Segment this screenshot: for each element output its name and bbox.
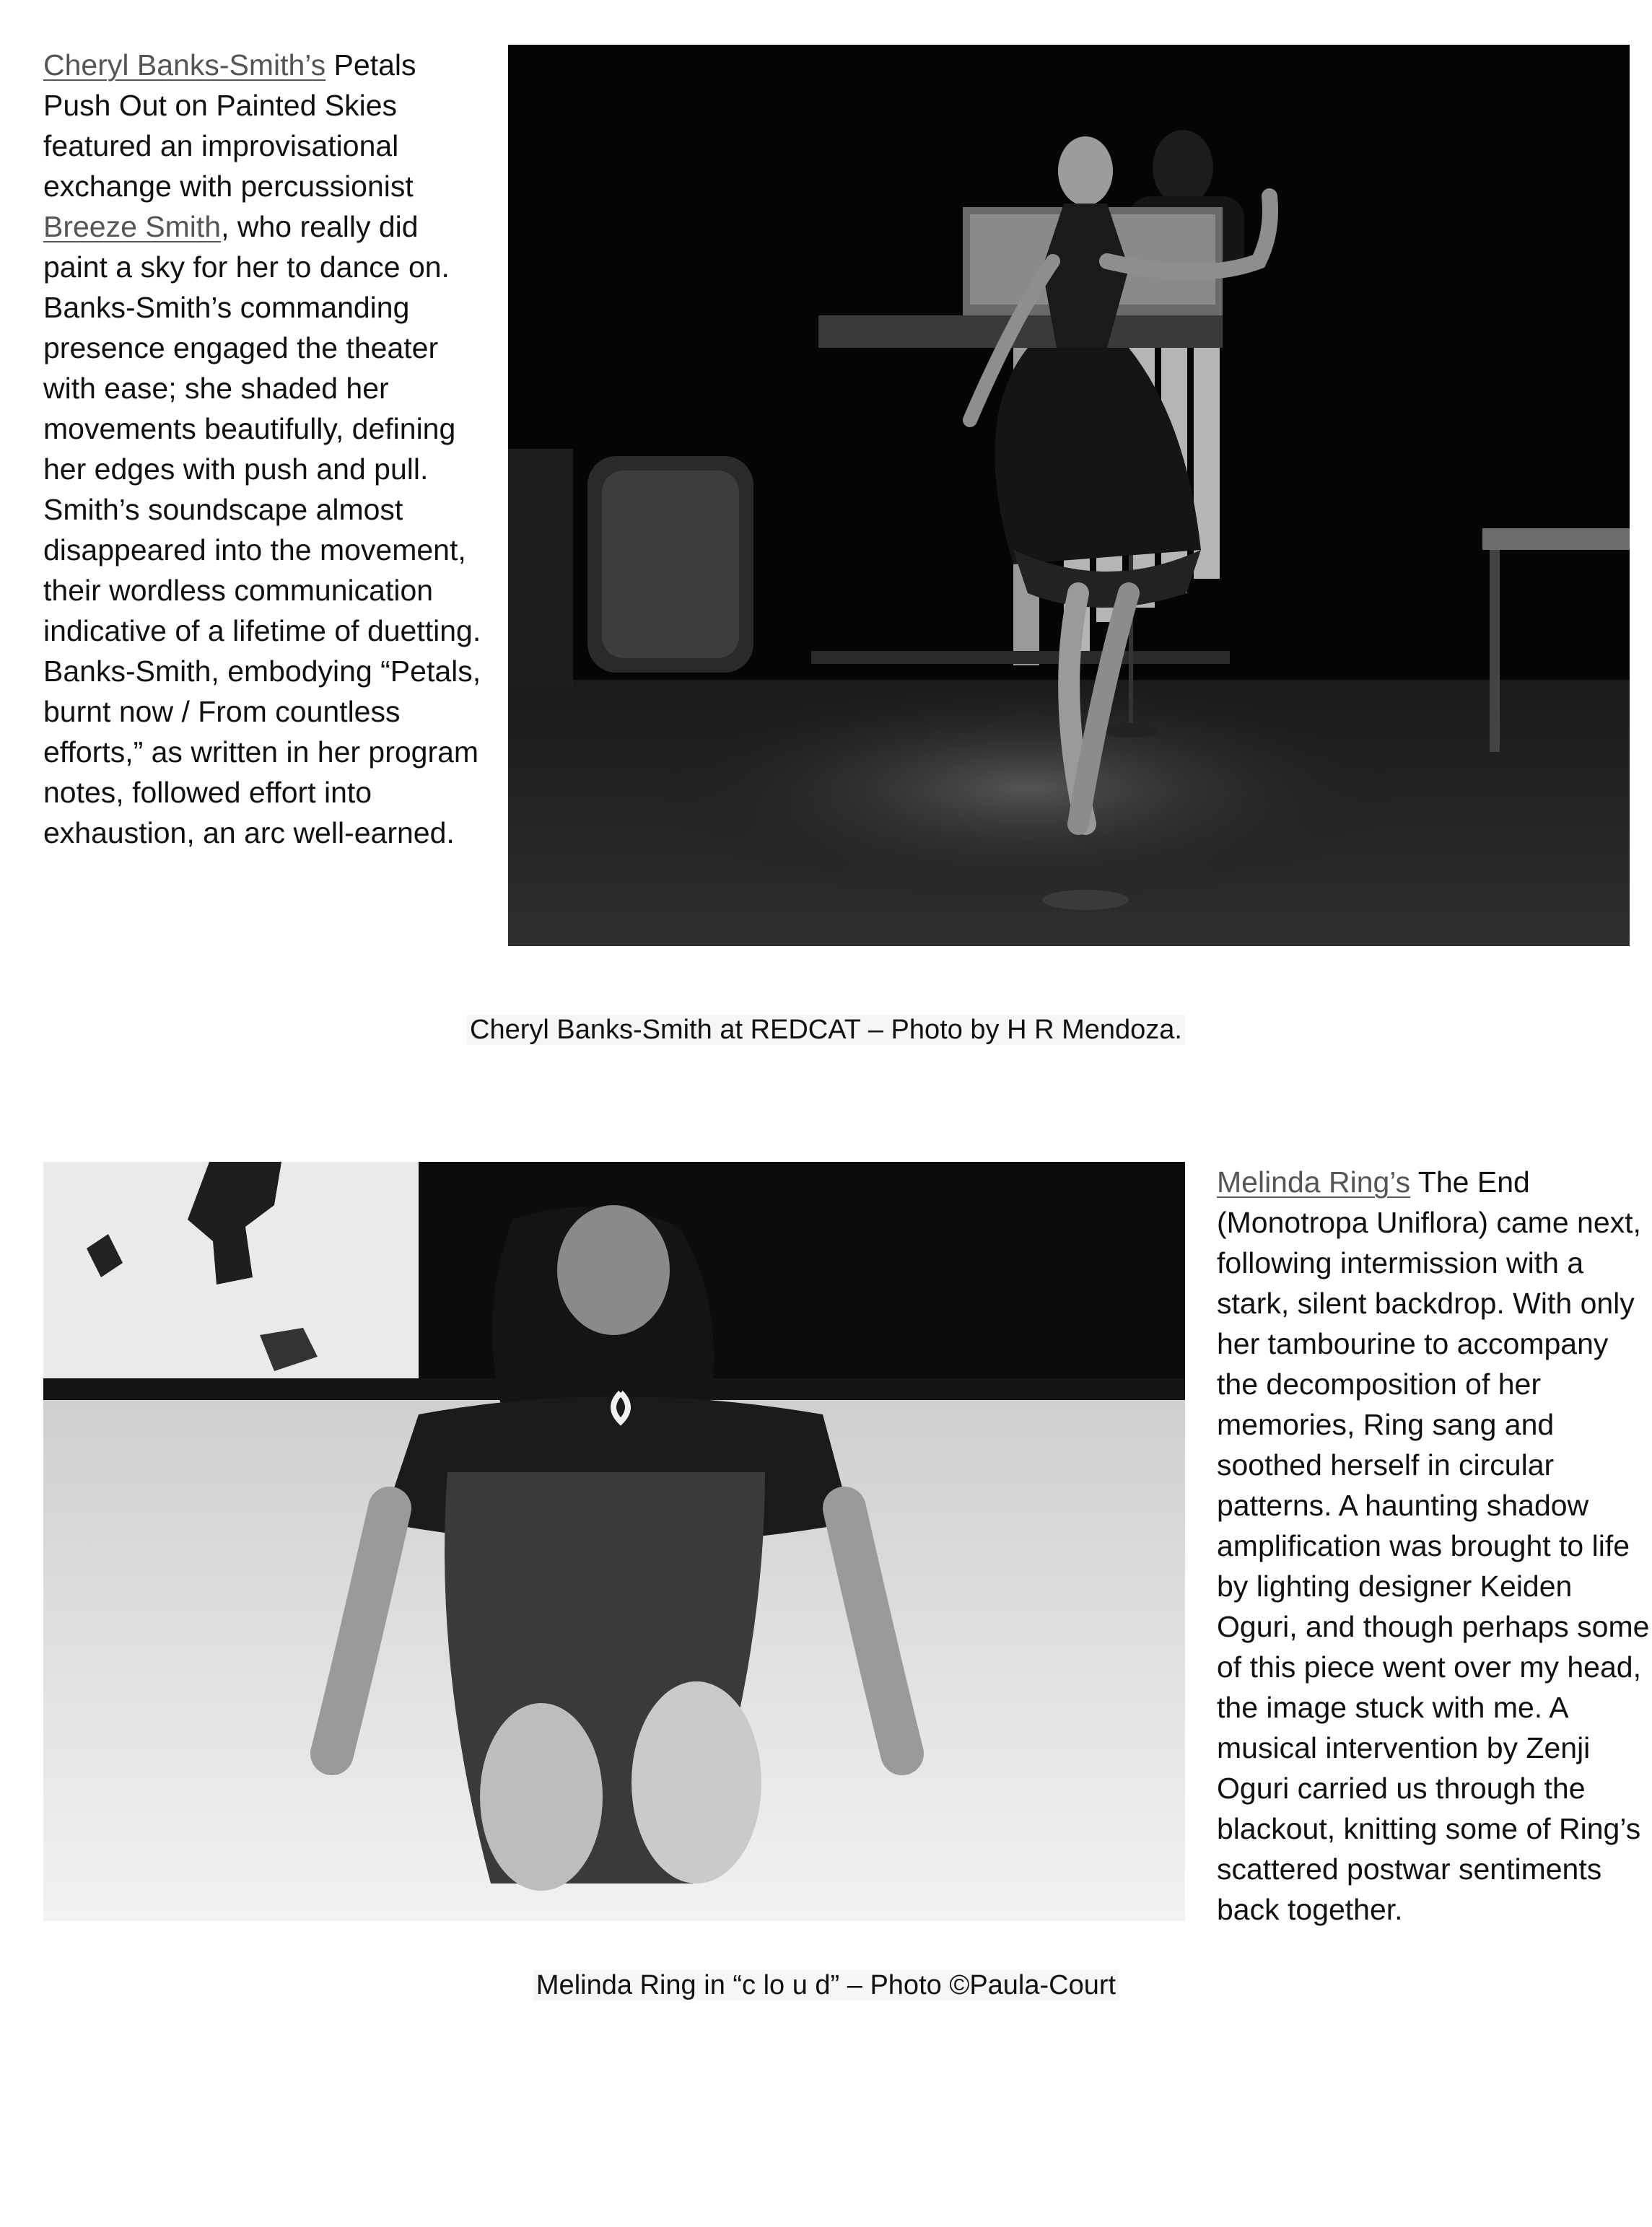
link-breeze-smith[interactable]: Breeze Smith [43,210,222,243]
caption-2-text: Melinda Ring in “c lo u d” – Photo ©Paula-Court [533,1970,1119,2000]
link-melinda-ring[interactable]: Melinda Ring’s [1217,1165,1411,1199]
article-paragraph-1 [43,45,484,853]
article-paragraph-2 [1217,1162,1650,1930]
photo-melinda-ring [43,1162,1185,1921]
paragraph-2-text: The End (Monotropa Uniflora) came next, following intermission with a stark, silent backdrop. With only her tambourine to accompany the decomposition of her memories, Ring sang and soothed herself in circular patterns. A haunting shadow amplification was brought to life by lighting designer Keiden Oguri, and though perhaps some of this piece went over my head, the image stuck with me. A musical intervention by Zenji Oguri carried us through the blackout, knitting some of Ring’s scattered postwar sentiments back together. [1217,1165,1650,1926]
paragraph-1-text-b: , who really did paint a sky for her to dance on. Banks-Smith’s commanding presence engaged the theater with ease; she shaded her movements beautifully, defining her edges with push and pull. Smith’s soundscape almost disappeared into the movement, their wordless communication indicative of a lifetime of duetting. Banks-Smith, embodying “Petals, burnt now / From countless efforts,” as written in her program notes, followed effort into exhaustion, an arc well-earned. [43,210,481,849]
photo-cheryl-banks-smith [508,45,1630,946]
paragraph-1-text-a: Petals Push Out on Painted Skies featured an improvisational exchange with percussionist [43,48,416,203]
caption-1-text: Cheryl Banks-Smith at REDCAT – Photo by H R Mendoza. [467,1015,1185,1045]
photo-caption-2 [0,1967,1652,2003]
photo-caption-1 [0,1012,1652,1048]
link-cheryl-banks-smith[interactable]: Cheryl Banks-Smith’s [43,48,326,82]
